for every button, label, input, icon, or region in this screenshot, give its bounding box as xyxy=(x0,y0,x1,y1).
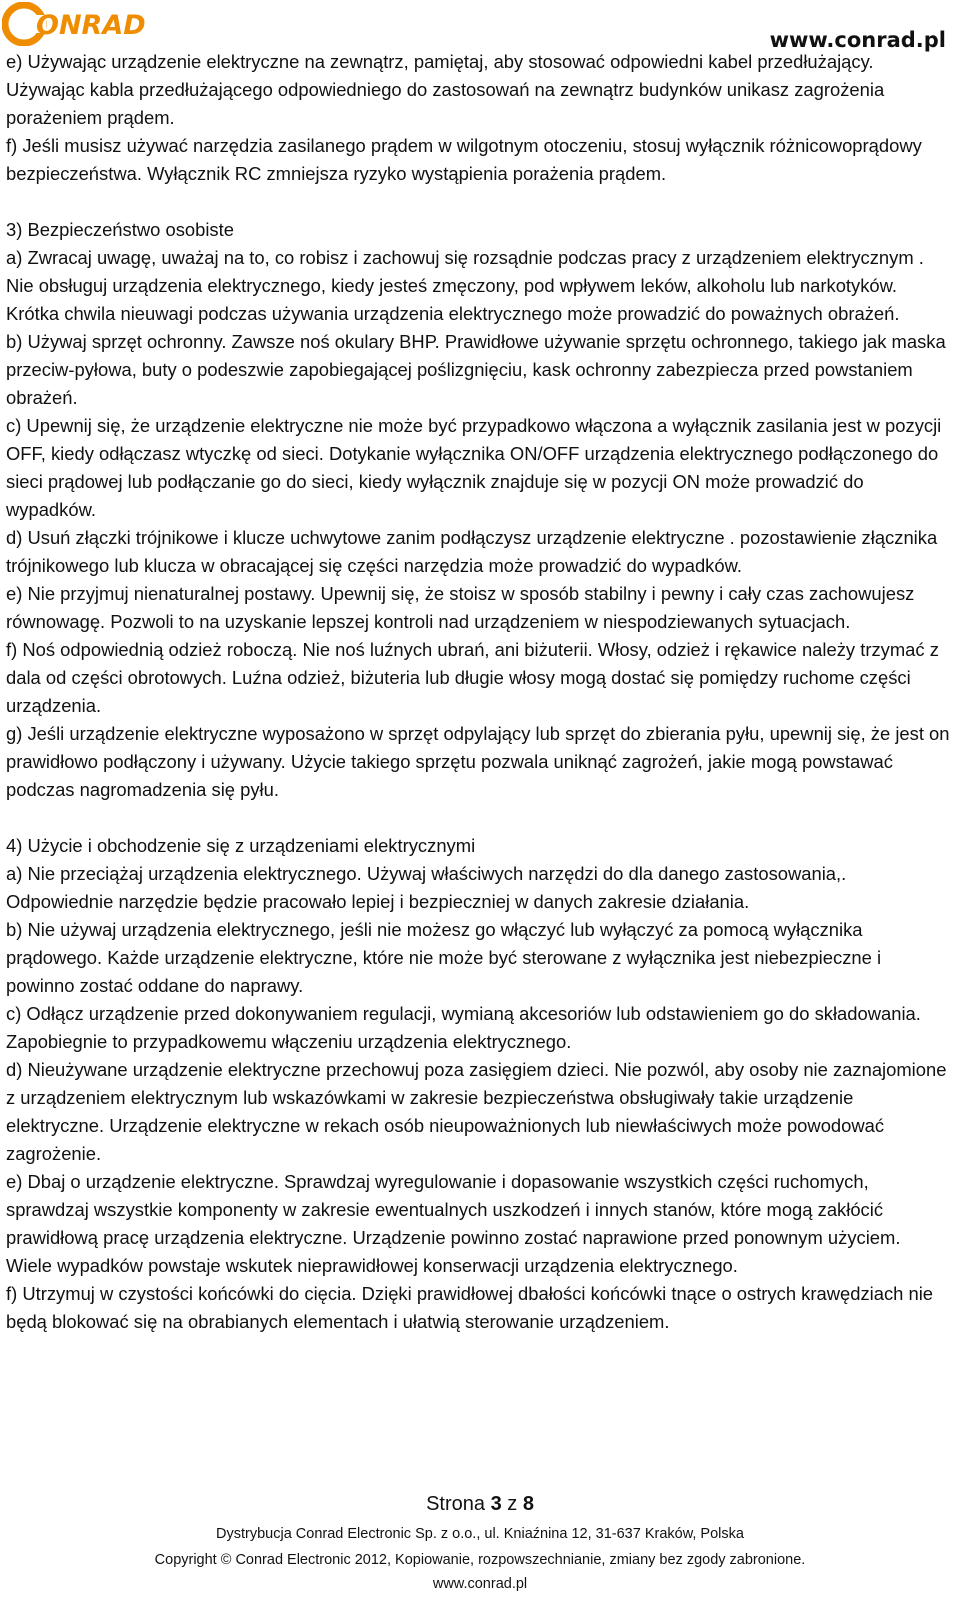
paragraph: f) Utrzymuj w czystości końcówki do cięcia. Dzięki prawidłowej dbałości końcówki tnące o ostrych krawędziach nie będą blokować się na obrabianych elementach i ułatwią sterowanie urządzeniem. xyxy=(6,1283,934,1332)
paragraph: d) Nieużywane urządzenie elektryczne przechowuj poza zasięgiem dzieci. Nie pozwól, aby osoby nie zaznajomione z urządzeniem elektrycznym lub wskazówkami w zakresie bezpieczeństwa obsługiwały takie urządzenie elektryczne. Urządzenie elektryczne w rekach osób nieupoważnionych lub niewłaściwych może powodować zagrożenie. xyxy=(6,1059,947,1164)
paragraph: c) Upewnij się, że urządzenie elektryczne nie może być przypadkowo włączona a wyłącznik zasilania jest w pozycji OFF, kiedy odłączasz wtyczkę od sieci. Dotykanie wyłącznika ON/OFF urządzenia elektrycznego podłączonego do sieci prądowej lub podłączanie go do sieci, kiedy wyłącznik znajduje się w pozycji ON może prowadzić do wypadków. xyxy=(6,415,942,520)
page-number xyxy=(0,1493,960,1516)
paragraph: e) Nie przyjmuj nienaturalnej postawy. Upewnij się, że stoisz w sposób stabilny i pewny i cały czas zachowujesz równowagę. Pozwoli to na uzyskanie lepszej kontroli nad urządzeniem w niespodziewanych sytuacjach. xyxy=(6,583,915,632)
spacer xyxy=(6,188,950,216)
svg-text:ONRAD: ONRAD xyxy=(36,10,146,41)
section-heading: 4) Użycie i obchodzenie się z urządzeniami elektrycznymi xyxy=(6,835,476,856)
paragraph: g) Jeśli urządzenie elektryczne wyposażono w sprzęt odpylający lub sprzęt do zbierania pyłu, upewnij się, że jest on prawidłowo podłączony i używany. Użycie takiego sprzętu pozwala uniknąć zagrożeń, jakie mogą powstawać podczas nagromadzenia się pyłu. xyxy=(6,723,950,800)
document-body xyxy=(6,48,950,1336)
page-total: 8 xyxy=(522,1493,534,1515)
footer-url[interactable]: www.conrad.pl xyxy=(432,1576,528,1592)
conrad-logo xyxy=(2,2,162,46)
paragraph: f) Noś odpowiednią odzież roboczą. Nie noś luźnych ubrań, ani biżuterii. Włosy, odzież i rękawice należy trzymać z dala od części obrotowych. Luźna odzież, biżuteria lub długie włosy mogą dostać się pomiędzy ruchome części urządzenia. xyxy=(6,639,939,716)
footer-distribution: Dystrybucja Conrad Electronic Sp. z o.o., ul. Kniaźnina 12, 31-637 Kraków, Polska xyxy=(216,1526,744,1542)
paragraph: d) Usuń złączki trójnikowe i klucze uchwytowe zanim podłączysz urządzenie elektryczne . pozostawienie złącznika trójnikowego lub klucza w obracającej się części narzędzia może prowadzić do wypadków. xyxy=(6,527,938,576)
paragraph: c) Odłącz urządzenie przed dokonywaniem regulacji, wymianą akcesoriów lub odstawieniem go do składowania. Zapobiegnie to przypadkowemu włączeniu urządzenia elektrycznego. xyxy=(6,1003,921,1052)
paragraph: b) Używaj sprzęt ochronny. Zawsze noś okulary BHP. Prawidłowe używanie sprzętu ochronnego, takiego jak maska przeciw-pyłowa, buty o podeszwie zapobiegającej poślizgnięciu, kask ochronny zabezpiecza przed powstaniem obrażeń. xyxy=(6,331,946,408)
paragraph: e) Dbaj o urządzenie elektryczne. Sprawdzaj wyregulowanie i dopasowanie wszystkich części ruchomych, sprawdzaj wszystkie komponenty w zakresie ewentualnych uszkodzeń i innych stanów, które mogą zakłócić prawidłową pracę urządzenia elektryczne. Urządzenie powinno zostać naprawione przed ponownym użyciem. Wiele wypadków powstaje wskutek nieprawidłowej konserwacji urządzenia elektrycznego. xyxy=(6,1171,901,1276)
paragraph: a) Zwracaj uwagę, uważaj na to, co robisz i zachowuj się rozsądnie podczas pracy z urządzeniem elektrycznym . Nie obsługuj urządzenia elektrycznego, kiedy jesteś zmęczony, pod wpływem leków, alkoholu lub narkotyków. Krótka chwila nieuwagi podczas używania urządzenia elektrycznego może prowadzić do poważnych obrażeń. xyxy=(6,247,924,324)
paragraph: f) Jeśli musisz używać narzędzia zasilanego prądem w wilgotnym otoczeniu, stosuj wyłącznik różnicowoprądowy bezpieczeństwa. Wyłącznik RC zmniejsza ryzyko wystąpienia porażenia prądem. xyxy=(6,135,922,184)
paragraph: e) Używając urządzenie elektryczne na zewnątrz, pamiętaj, aby stosować odpowiedni kabel przedłużający. Używając kabla przedłużającego odpowiedniego do zastosowań na zewnątrz budynków unikasz zagrożenia porażeniem prądem. xyxy=(6,51,885,128)
section-heading: 3) Bezpieczeństwo osobiste xyxy=(6,219,234,240)
footer-copyright: Copyright © Conrad Electronic 2012, Kopiowanie, rozpowszechnianie, zmiany bez zgody zabronione. xyxy=(154,1552,806,1568)
page-current: 3 xyxy=(490,1493,502,1515)
page-separator: z xyxy=(507,1493,518,1515)
paragraph: b) Nie używaj urządzenia elektrycznego, jeśli nie możesz go włączyć lub wyłączyć za pomocą wyłącznika prądowego. Każde urządzenie elektryczne, które nie może być sterowane z wyłącznika jest niebezpieczne i powinno zostać oddane do naprawy. xyxy=(6,919,882,996)
spacer xyxy=(6,804,950,832)
page-label: Strona xyxy=(426,1493,485,1515)
site-url[interactable]: www.conrad.pl xyxy=(769,28,946,52)
paragraph: a) Nie przeciążaj urządzenia elektrycznego. Używaj właściwych narzędzi do dla danego zastosowania,. Odpowiednie narzędzie będzie pracowało lepiej i bezpieczniej w danych zakresie działania. xyxy=(6,863,847,912)
